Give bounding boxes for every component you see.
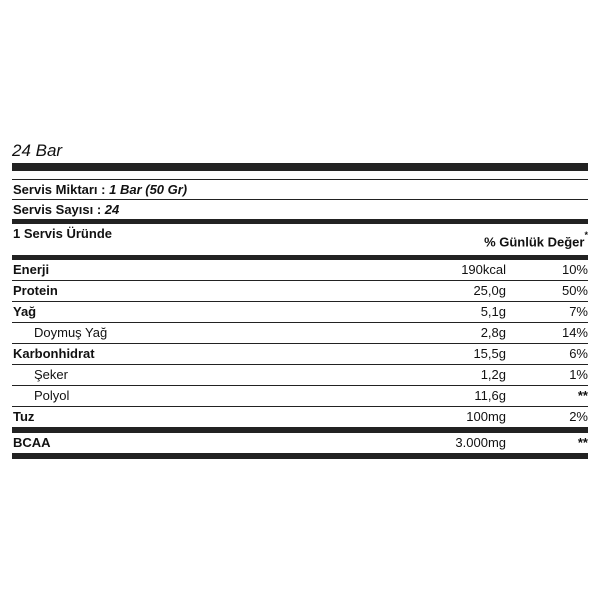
- nutrient-daily-value: 14%: [561, 325, 588, 340]
- servings-label: Servis Sayısı :: [13, 202, 105, 217]
- nutrient-daily-value: 10%: [561, 262, 588, 277]
- nutrient-amount: 3.000mg: [455, 435, 506, 450]
- pack-label: 24 Bar: [12, 141, 63, 160]
- nutrient-row: [12, 344, 588, 365]
- daily-value-label: % Günlük Değer: [484, 234, 585, 250]
- nutrient-daily-value: 50%: [561, 283, 588, 298]
- servings-value: 24: [104, 202, 120, 217]
- nutrient-row: [12, 365, 588, 386]
- nutrient-amount: 5,1g: [480, 304, 506, 319]
- table-header: [12, 224, 588, 255]
- divider-thick: [12, 163, 588, 171]
- serving-size-row: [12, 180, 588, 199]
- nutrient-row: [12, 386, 588, 407]
- servings-row: [12, 200, 588, 219]
- nutrient-name: Tuz: [13, 409, 35, 424]
- nutrient-daily-value: 1%: [569, 367, 588, 382]
- nutrient-amount: 100mg: [466, 409, 506, 424]
- serving-size-label: Servis Miktarı :: [13, 182, 110, 197]
- nutrient-name: Şeker: [34, 367, 68, 382]
- daily-value-header: [484, 230, 588, 250]
- nutrient-amount: 1,2g: [480, 367, 506, 382]
- nutrient-name: Protein: [13, 283, 58, 298]
- nutrient-amount: 25,0g: [473, 283, 506, 298]
- nutrient-amount: 15,5g: [473, 346, 506, 361]
- nutrient-name: Yağ: [13, 304, 37, 319]
- daily-value-mark: *: [584, 230, 588, 240]
- per-serving-label: 1 Servis Üründe: [13, 226, 112, 241]
- nutrient-name: Enerji: [13, 262, 50, 277]
- nutrient-daily-value: 6%: [569, 346, 588, 361]
- nutrient-daily-value: **: [577, 388, 588, 403]
- nutrient-amount: 11,6g: [474, 388, 506, 403]
- nutrient-row: [12, 323, 588, 344]
- nutrient-row: [12, 260, 588, 281]
- nutrient-amount: 2,8g: [480, 325, 506, 340]
- serving-size-value: 1 Bar (50 Gr): [109, 182, 188, 197]
- nutrient-amount: 190kcal: [461, 262, 506, 277]
- nutrient-row: [12, 281, 588, 302]
- nutrient-daily-value: **: [577, 435, 588, 450]
- nutrient-daily-value: 2%: [569, 409, 588, 424]
- nutrient-name: Karbonhidrat: [13, 346, 95, 361]
- divider-thick: [12, 453, 588, 459]
- nutrient-row: [12, 302, 588, 323]
- nutrient-row: [12, 407, 588, 427]
- nutrient-name: Polyol: [34, 388, 70, 403]
- nutrient-row: [12, 433, 588, 453]
- nutrition-facts-panel: [12, 140, 588, 459]
- nutrient-daily-value: 7%: [569, 304, 588, 319]
- nutrient-name: Doymuş Yağ: [34, 325, 108, 340]
- nutrient-name: BCAA: [13, 435, 51, 450]
